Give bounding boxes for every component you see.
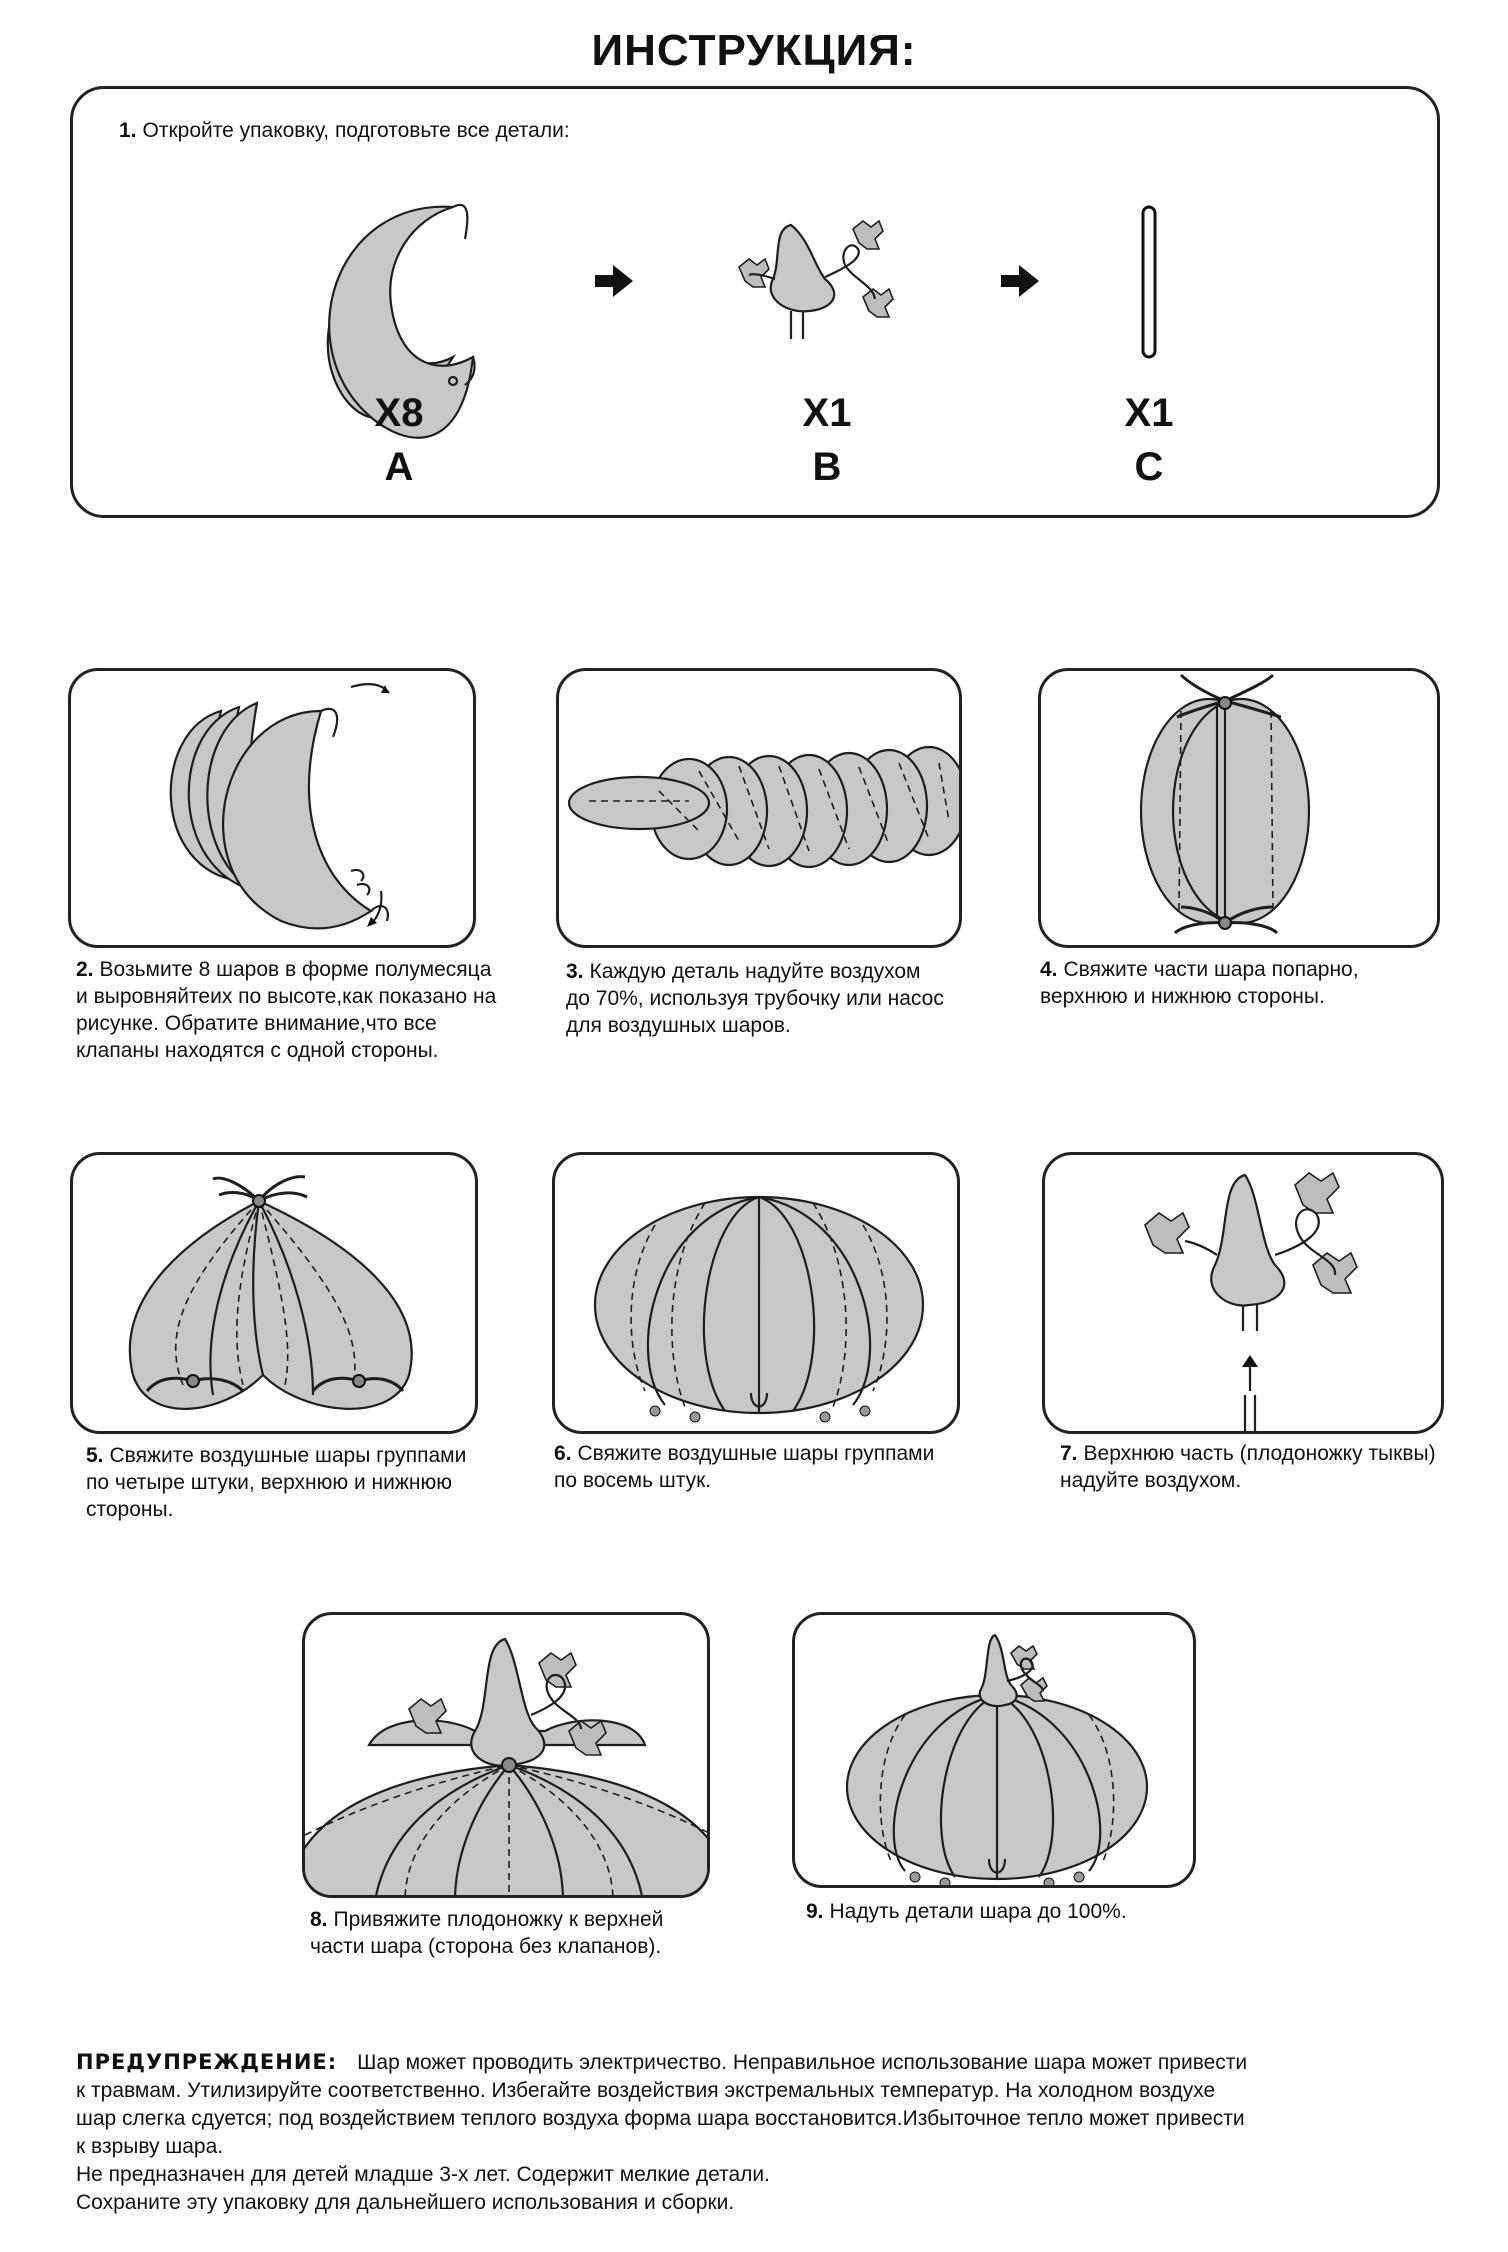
caption-line: верхнюю и нижнюю стороны. xyxy=(1040,985,1325,1008)
parts-box xyxy=(70,86,1440,518)
caption-line: до 70%, используя трубочку или насос xyxy=(566,987,944,1010)
step-6-caption xyxy=(554,1440,994,1494)
caption-line: надуйте воздухом. xyxy=(1060,1469,1242,1492)
step-number: 4. xyxy=(1040,958,1058,981)
step-number: 8. xyxy=(310,1908,328,1931)
grouped-balloons-illustration xyxy=(73,1155,478,1434)
caption-line: и выровняйтеих по высоте,как показано на xyxy=(76,985,497,1008)
step-7-caption xyxy=(1060,1440,1500,1494)
caption-line: по четыре штуки, верхнюю и нижнюю xyxy=(86,1471,453,1494)
step-7-panel xyxy=(1042,1152,1444,1434)
caption-line: Каждую деталь надуйте воздухом xyxy=(589,960,921,983)
warning-line: к травмам. Утилизируйте соответственно. Избегайте воздействия экстремальных температур. На холодном воздухе xyxy=(76,2079,1216,2102)
step-number: 9. xyxy=(806,1900,824,1923)
stacked-crescents-illustration xyxy=(71,671,476,948)
step-number: 7. xyxy=(1060,1442,1078,1465)
page-title: ИНСТРУКЦИЯ: xyxy=(591,26,917,75)
paired-balloons-illustration xyxy=(1041,671,1440,948)
step-number: 5. xyxy=(86,1444,104,1467)
caption-line: рисунке. Обратите внимание,что все xyxy=(76,1012,437,1035)
step-8-panel xyxy=(302,1612,710,1898)
warning-block xyxy=(76,2048,1406,2217)
step-number: 6. xyxy=(554,1442,572,1465)
step-2-panel xyxy=(68,668,476,948)
arrow-right-icon xyxy=(595,265,633,297)
warning-line: Не предназначен для детей младше 3-х лет. Содержит мелкие детали. xyxy=(76,2163,770,2186)
warning-line: Сохраните эту упаковку для дальнейшего использования и сборки. xyxy=(76,2191,735,2214)
step-5-panel xyxy=(70,1152,478,1434)
part-c-letter: C xyxy=(1134,445,1164,489)
caption-line: Возьмите 8 шаров в форме полумесяца xyxy=(99,958,492,981)
step-number: 2. xyxy=(76,958,94,981)
step-2-caption xyxy=(76,956,536,1064)
part-b-letter: B xyxy=(812,445,842,489)
step-6-panel xyxy=(552,1152,960,1434)
caption-line: Свяжите части шара попарно, xyxy=(1063,958,1359,981)
caption-line: для воздушных шаров. xyxy=(566,1014,791,1037)
part-c-qty: X1 xyxy=(1124,391,1174,435)
warning-line: к взрыву шара. xyxy=(76,2135,224,2158)
finished-pumpkin-illustration xyxy=(795,1615,1196,1888)
stick-icon xyxy=(1143,207,1155,357)
step-9-panel xyxy=(792,1612,1196,1888)
attach-stem-illustration xyxy=(305,1615,710,1898)
inflated-parts-illustration xyxy=(559,671,962,948)
warning-label: ПРЕДУПРЕЖДЕНИЕ: xyxy=(76,2050,338,2074)
warning-line: шар слегка сдуется; под воздействием теплого воздуха форма шара восстановится.Избыточное тепло может привести xyxy=(76,2107,1245,2130)
caption-line: Привяжите плодоножку к верхней xyxy=(333,1908,664,1931)
eight-balloons-illustration xyxy=(555,1155,960,1434)
warning-line: Шар может проводить электричество. Неправильное использование шара может привести xyxy=(357,2051,1248,2074)
part-b-qty: X1 xyxy=(802,391,852,435)
step-9-caption xyxy=(806,1898,1246,1925)
step-3-caption xyxy=(566,958,1006,1039)
caption-line: Свяжите воздушные шары группами xyxy=(577,1442,935,1465)
step-3-panel xyxy=(556,668,962,948)
step-8-caption xyxy=(310,1906,750,1960)
step-text: Откройте упаковку, подготовьте все детали: xyxy=(142,119,570,142)
caption-line: по восемь штук. xyxy=(554,1469,712,1492)
stem-inflation-illustration xyxy=(1045,1155,1444,1434)
caption-line: части шара (сторона без клапанов). xyxy=(310,1935,662,1958)
step-4-panel xyxy=(1038,668,1440,948)
pumpkin-stem-icon xyxy=(739,221,893,339)
caption-line: Свяжите воздушные шары группами xyxy=(109,1444,467,1467)
step-number: 3. xyxy=(566,960,584,983)
step-number: 1. xyxy=(119,119,137,142)
caption-line: клапаны находятся с одной стороны. xyxy=(76,1039,439,1062)
part-a-letter: A xyxy=(384,445,414,489)
caption-line: Верхнюю часть (плодоножку тыквы) xyxy=(1083,1442,1436,1465)
step-5-caption xyxy=(86,1442,526,1523)
arrow-right-icon xyxy=(1001,265,1039,297)
caption-line: Надуть детали шара до 100%. xyxy=(829,1900,1127,1923)
caption-line: стороны. xyxy=(86,1498,174,1521)
part-a-qty: X8 xyxy=(374,391,424,435)
step-4-caption xyxy=(1040,956,1460,1010)
step-1-text xyxy=(119,119,570,143)
